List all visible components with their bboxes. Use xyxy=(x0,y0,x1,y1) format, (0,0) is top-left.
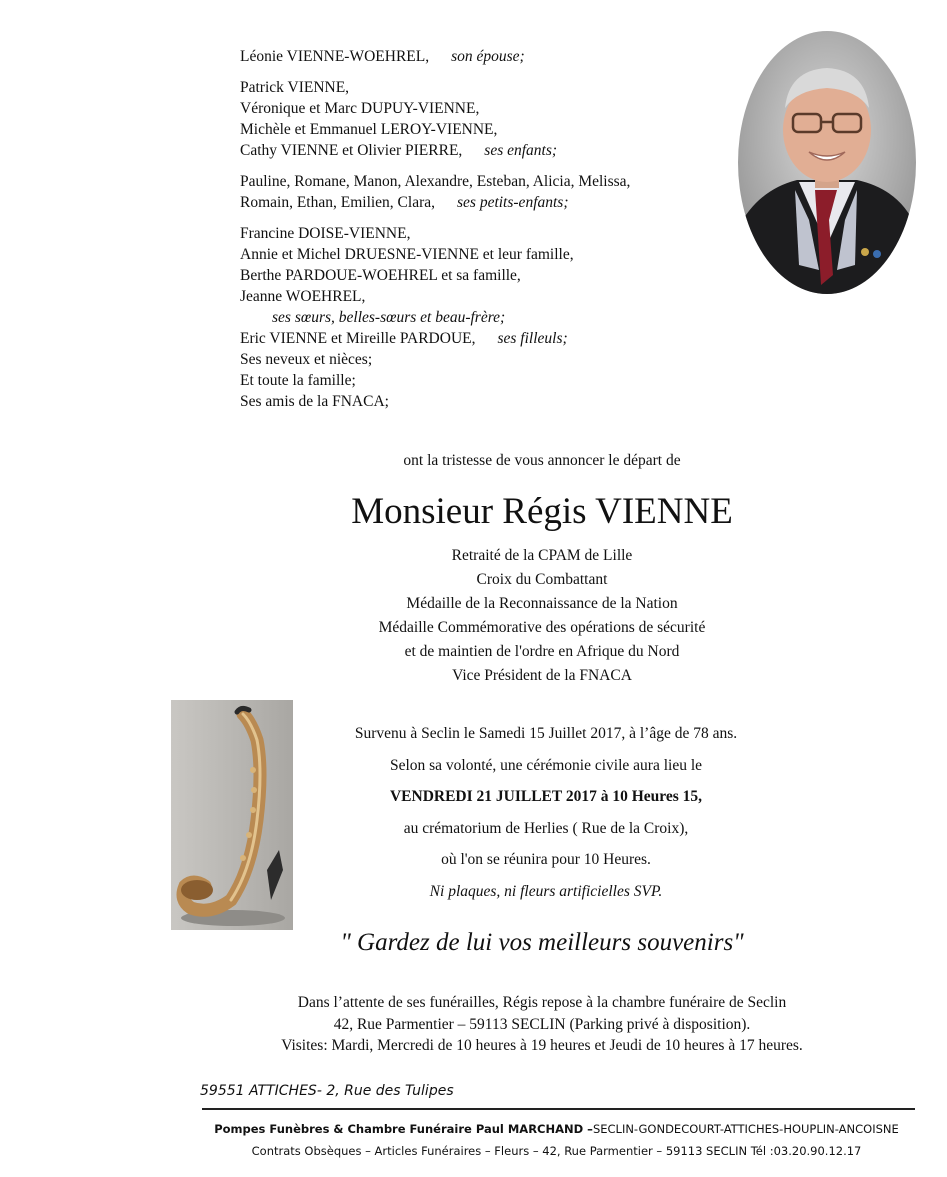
child-line: Cathy VIENNE et Olivier PIERRE, xyxy=(240,142,463,159)
funeral-home-footer xyxy=(200,1118,913,1162)
grandchildren-relation: ses petits-enfants; xyxy=(457,194,569,211)
title-line: Médaille Commémorative des opérations de sécurité xyxy=(378,619,706,636)
godchildren-names: Eric VIENNE et Mireille PARDOUE, xyxy=(240,330,476,347)
title-line: Retraité de la CPAM de Lille xyxy=(451,547,633,564)
siblings-group xyxy=(240,223,760,412)
child-line: Véronique et Marc DUPUY-VIENNE, xyxy=(240,100,480,117)
title-line: Croix du Combattant xyxy=(476,571,608,588)
title-line: et de maintien de l'ordre en Afrique du Nord xyxy=(404,643,680,660)
children-group xyxy=(240,77,760,161)
family-list xyxy=(240,46,760,412)
spouse-group xyxy=(240,46,760,67)
saxophone-photo xyxy=(171,700,293,930)
spouse-relation: son épouse; xyxy=(451,48,525,65)
grandchildren-group xyxy=(240,171,760,213)
footer-locations: SECLIN-GONDECOURT-ATTICHES-HOUPLIN-ANCOISNE xyxy=(592,1122,899,1136)
title-line: Médaille de la Reconnaissance de la Nation xyxy=(406,595,678,612)
ceremony-info: Selon sa volonté, une cérémonie civile aura lieu le xyxy=(389,756,703,774)
other-line: Ses neveux et nièces; xyxy=(240,351,373,368)
ceremony-place: au crématorium de Herlies ( Rue de la Croix), xyxy=(403,819,689,837)
flowers-request: Ni plaques, ni fleurs artificielles SVP. xyxy=(429,882,663,900)
family-address: 59551 ATTICHES- 2, Rue des Tulipes xyxy=(200,1083,454,1099)
other-line: Ses amis de la FNACA; xyxy=(240,393,389,410)
sibling-line: Jeanne WOEHREL, xyxy=(240,288,366,305)
announcement-text: ont la tristesse de vous annoncer le départ de xyxy=(403,452,681,469)
godchildren-relation: ses filleuls; xyxy=(497,330,568,347)
wake-line: 42, Rue Parmentier – 59113 SECLIN (Parking privé à disposition). xyxy=(333,1015,751,1033)
footer-divider xyxy=(202,1108,915,1110)
wake-line: Dans l’attente de ses funérailles, Régis repose à la chambre funéraire de Seclin xyxy=(297,994,787,1011)
deceased-name: Monsieur Régis VIENNE xyxy=(351,491,733,532)
meeting-time: où l'on se réunira pour 10 Heures. xyxy=(441,851,651,868)
child-line: Patrick VIENNE, xyxy=(240,79,350,96)
footer-company: Pompes Funèbres & Chambre Funéraire Paul MARCHAND – xyxy=(214,1122,593,1136)
sibling-line: Francine DOISE-VIENNE, xyxy=(240,225,411,242)
titles-list xyxy=(290,544,794,688)
ceremony-date: VENDREDI 21 JUILLET 2017 à 10 Heures 15, xyxy=(389,788,703,805)
child-line: Michèle et Emmanuel LEROY-VIENNE, xyxy=(240,121,498,138)
death-info: Survenu à Seclin le Samedi 15 Juillet 2017, à l’âge de 78 ans. xyxy=(354,725,738,742)
footer-services: Contrats Obsèques – Articles Funéraires – Fleurs – 42, Rue Parmentier – 59113 SECLIN Tél :03.20.90.12.17 xyxy=(251,1144,862,1158)
wake-info xyxy=(200,992,884,1057)
grandchildren-line: Romain, Ethan, Emilien, Clara, xyxy=(240,194,435,211)
memorial-quote: " Gardez de lui vos meilleurs souvenirs" xyxy=(340,929,744,956)
sibling-line: Berthe PARDOUE-WOEHREL et sa famille, xyxy=(240,267,521,284)
wake-line: Visites: Mardi, Mercredi de 10 heures à 19 heures et Jeudi de 10 heures à 17 heures. xyxy=(281,1037,803,1054)
ceremony-details xyxy=(300,718,792,907)
children-relation: ses enfants; xyxy=(484,142,558,159)
spouse-name: Léonie VIENNE-WOEHREL, xyxy=(240,48,430,65)
siblings-relation: ses sœurs, belles-sœurs et beau-frère; xyxy=(272,309,506,326)
sibling-line: Annie et Michel DRUESNE-VIENNE et leur famille, xyxy=(240,246,574,263)
portrait-photo xyxy=(737,30,917,295)
other-line: Et toute la famille; xyxy=(240,372,356,389)
grandchildren-line: Pauline, Romane, Manon, Alexandre, Esteban, Alicia, Melissa, xyxy=(240,173,631,190)
title-line: Vice Président de la FNACA xyxy=(452,667,632,684)
